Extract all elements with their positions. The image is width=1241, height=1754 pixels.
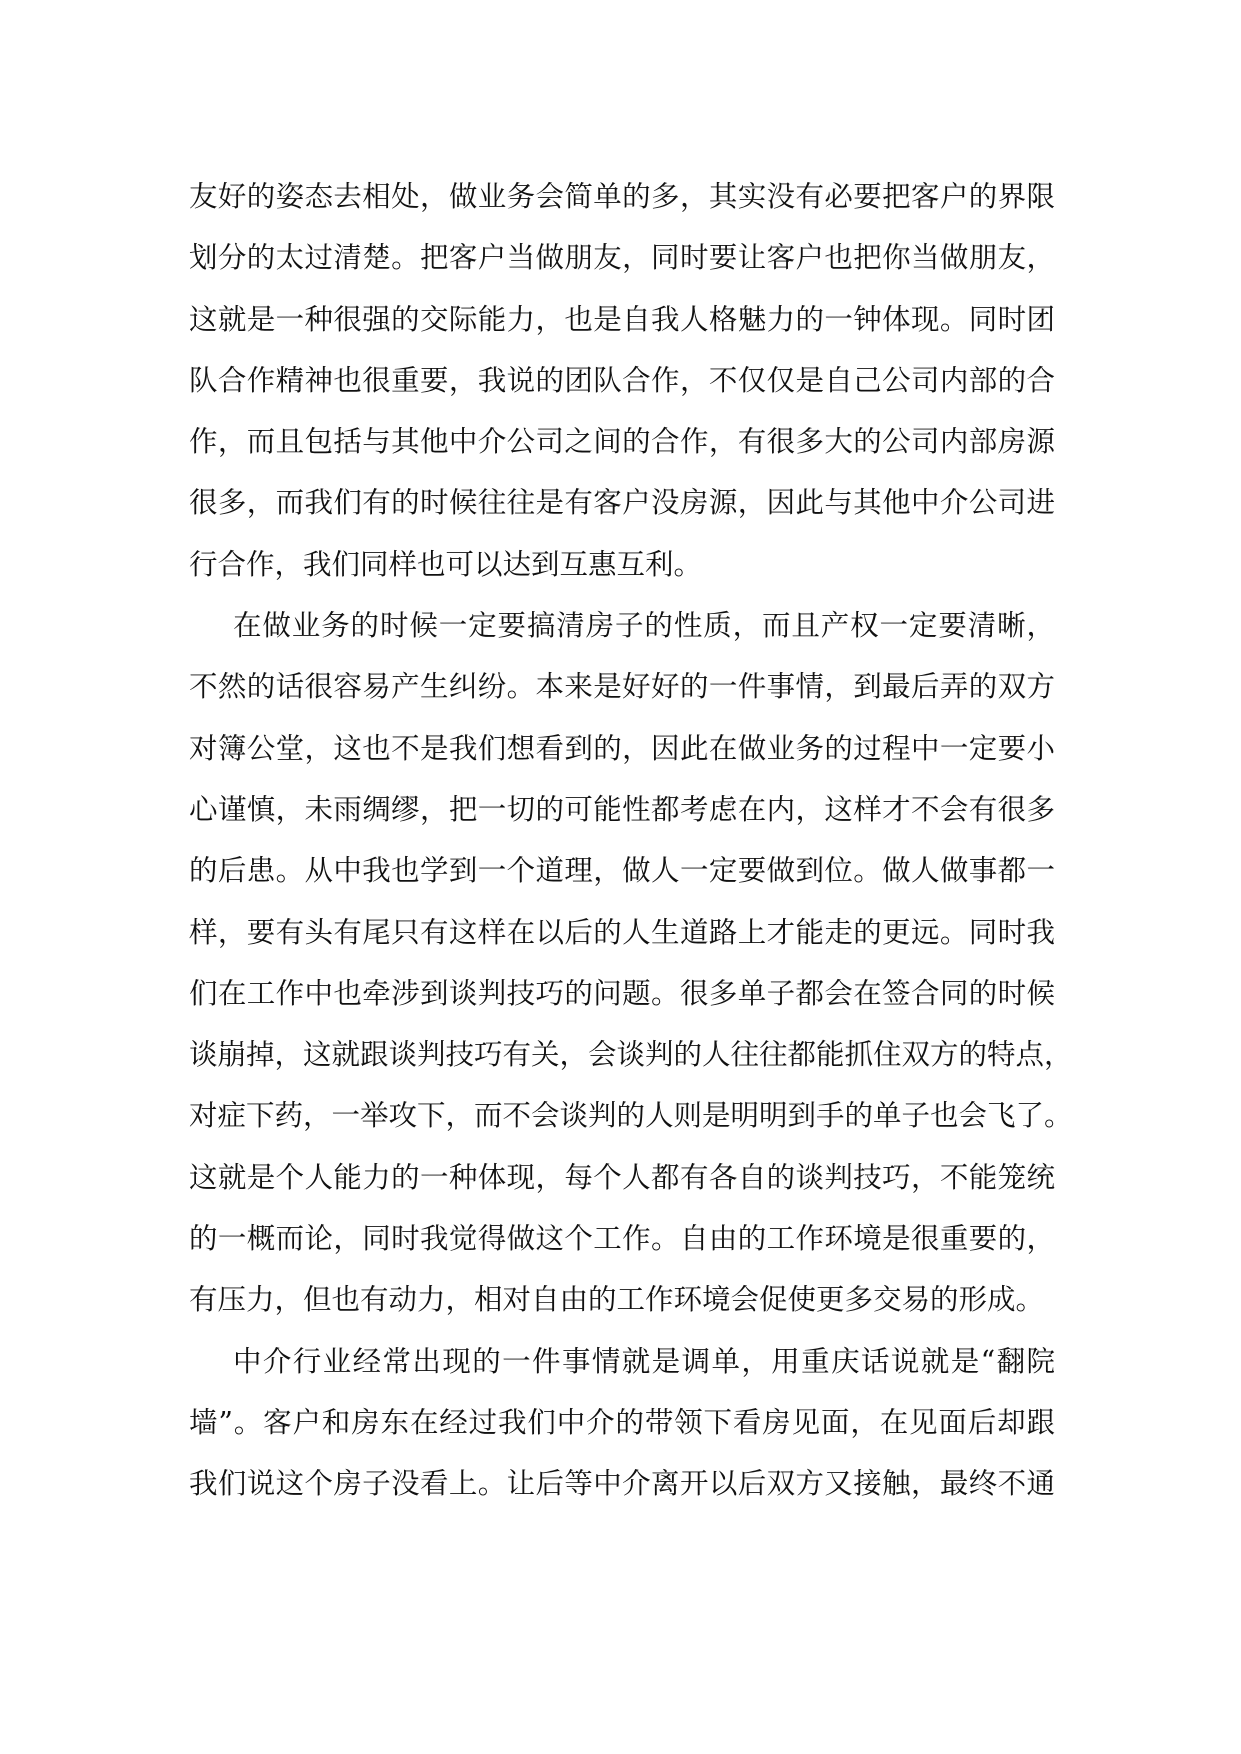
text-line: 的后患。从中我也学到一个道理，做人一定要做到位。做人做事都一 <box>189 854 1055 888</box>
text-line: 对簿公堂，这也不是我们想看到的，因此在做业务的过程中一定要小 <box>189 731 1055 765</box>
text-line: 们在工作中也牵涉到谈判技巧的问题。很多单子都会在签合同的时候 <box>189 976 1055 1010</box>
text-line: 样，要有头有尾只有这样在以后的人生道路上才能走的更远。同时我 <box>189 915 1055 949</box>
paragraph-1 <box>189 166 1055 595</box>
text-line: 中介行业经常出现的一件事情就是调单，用重庆话说就是“翻院 <box>233 1344 1055 1378</box>
text-line: 墙”。客户和房东在经过我们中介的带领下看房见面，在见面后却跟 <box>189 1405 1055 1439</box>
text-line: 友好的姿态去相处，做业务会简单的多，其实没有必要把客户的界限 <box>189 180 1055 213</box>
text-line: 我们说这个房子没看上。让后等中介离开以后双方又接触，最终不通 <box>189 1467 1055 1501</box>
text-line: 划分的太过清楚。把客户当做朋友，同时要让客户也把你当做朋友， <box>189 241 1055 275</box>
text-line: 谈崩掉，这就跟谈判技巧有关，会谈判的人往往都能抓住双方的特点， <box>189 1038 1073 1072</box>
text-line: 心谨慎，未雨绸缪，把一切的可能性都考虑在内，这样才不会有很多 <box>189 792 1055 826</box>
text-line: 队合作精神也很重要，我说的团队合作，不仅仅是自己公司内部的合 <box>189 363 1055 397</box>
text-line: 行合作，我们同样也可以达到互惠互利。 <box>189 547 703 581</box>
text-line: 作，而且包括与其他中介公司之间的合作，有很多大的公司内部房源 <box>189 425 1055 459</box>
text-line: 这就是一种很强的交际能力，也是自我人格魅力的一钟体现。同时团 <box>189 302 1055 336</box>
text-line: 对症下药，一举攻下，而不会谈判的人则是明明到手的单子也会飞了。 <box>189 1099 1073 1133</box>
text-line: 不然的话很容易产生纠纷。本来是好好的一件事情，到最后弄的双方 <box>189 670 1055 704</box>
paragraph-3 <box>189 1331 1055 1515</box>
paragraph-2 <box>189 595 1073 1331</box>
text-line: 这就是个人能力的一种体现，每个人都有各自的谈判技巧，不能笼统 <box>189 1160 1055 1194</box>
text-line: 有压力，但也有动力，相对自由的工作环境会促使更多交易的形成。 <box>189 1283 1045 1317</box>
text-line: 的一概而论，同时我觉得做这个工作。自由的工作环境是很重要的， <box>189 1222 1055 1256</box>
text-line: 很多，而我们有的时候往往是有客户没房源，因此与其他中介公司进 <box>189 486 1055 520</box>
body-text <box>189 166 1073 1515</box>
text-line: 在做业务的时候一定要搞清房子的性质，而且产权一定要清晰， <box>233 609 1055 643</box>
